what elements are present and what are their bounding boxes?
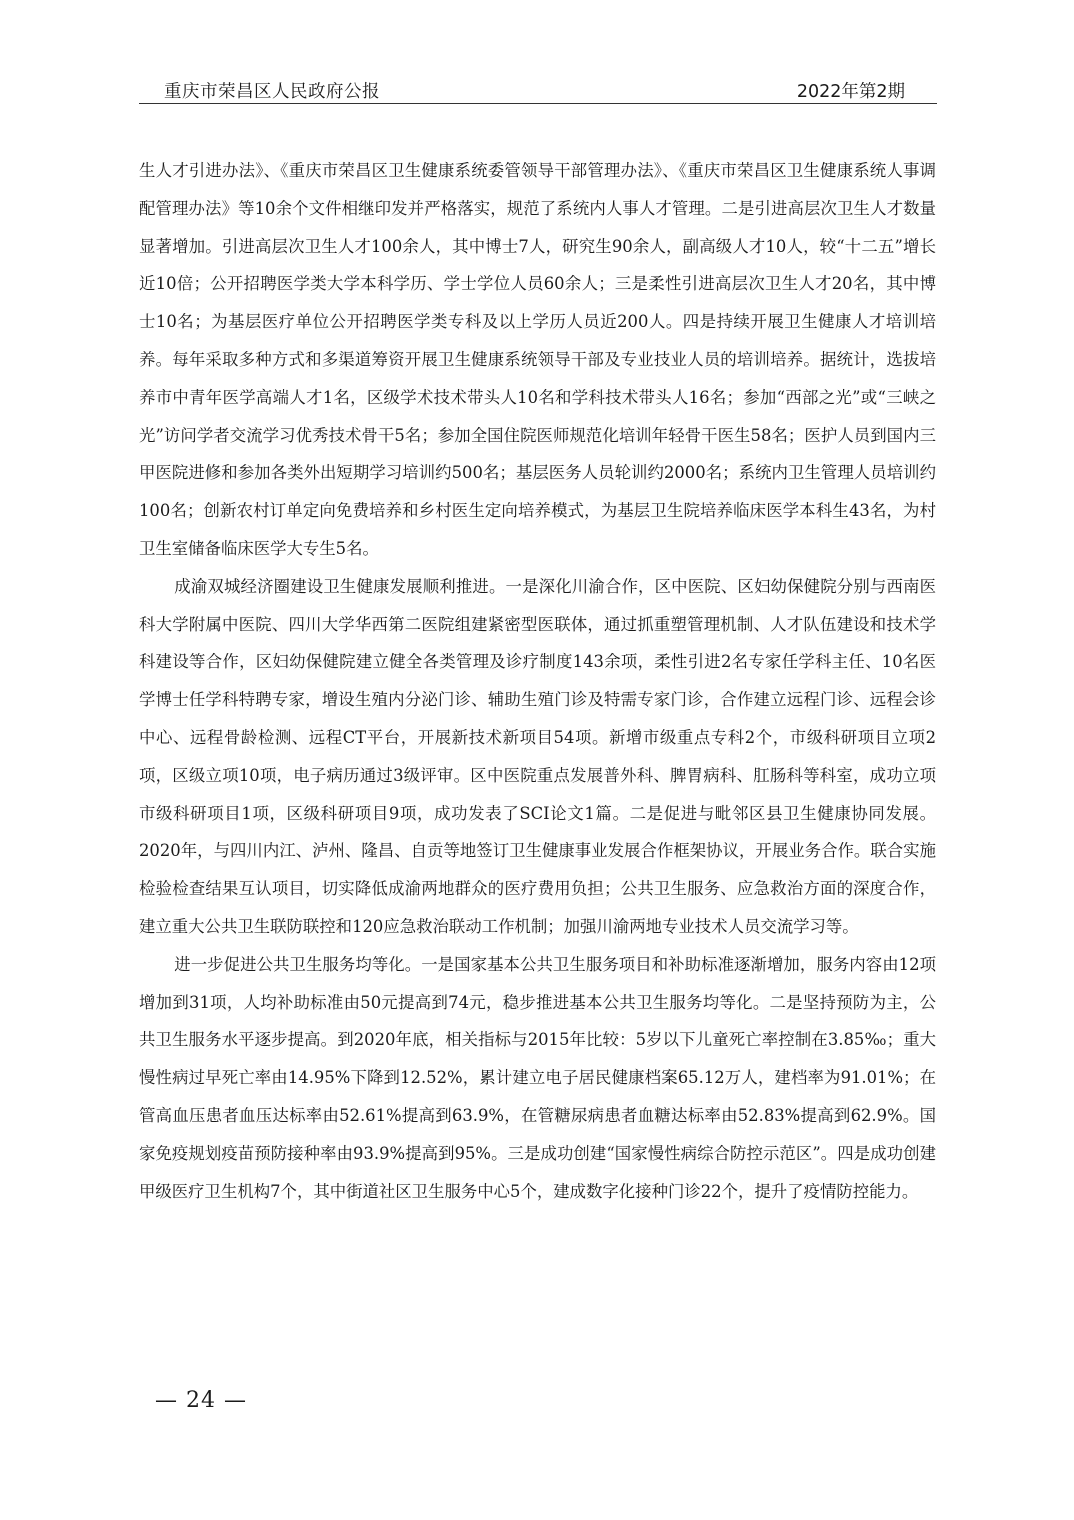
issue-number: 2022年第2期: [796, 82, 905, 102]
page-header: [139, 76, 937, 104]
paragraph-public-health: 进一步促进公共卫生服务均等化。一是国家基本公共卫生服务项目和补助标准逐渐增加，服务内容由12项增加到31项，人均补助标准由50元提高到74元，稳步推进基本公共卫生服务均等化。二是坚持预防为主，公共卫生服务水平逐步提高。到2020年底，相关指标与2015年比较：5岁以下儿童死亡率控制在3.85‰；重大慢性病过早死亡率由14.95%下降到12.52%，累计建立电子居民健康档案65.12万人，建档率为91.01%；在管高血压患者血压达标率由52.61%提高到63.9%，在管糖尿病患者血糖达标率由52.83%提高到62.9%。国家免疫规划疫苗预防接种率由93.9%提高到95%。三是成功创建“国家慢性病综合防控示范区”。四是成功创建甲级医疗卫生机构7个，其中街道社区卫生服务中心5个，建成数字化接种门诊22个，提升了疫情防控能力。: [139, 954, 936, 1201]
paragraph-talent: 生人才引进办法》、《重庆市荣昌区卫生健康系统委管领导干部管理办法》、《重庆市荣昌区卫生健康系统人事调配管理办法》等10余个文件相继印发并严格落实，规范了系统内人事人才管理。二是引进高层次卫生人才数量显著增加。引进高层次卫生人才100余人，其中博士7人，研究生90余人，副高级人才10人，较“十二五”增长近10倍；公开招聘医学类大学本科学历、学士学位人员60余人；三是柔性引进高层次卫生人才20名，其中博士10名；为基层医疗单位公开招聘医学类专科及以上学历人员近200人。四是持续开展卫生健康人才培训培养。每年采取多种方式和多渠道筹资开展卫生健康系统领导干部及专业技业人员的培训培养。据统计，选拔培养市中青年医学高端人才1名，区级学术技术带头人10名和学科技术带头人16名；参加“西部之光”或“三峡之光”访问学者交流学习优秀技术骨干5名；参加全国住院医师规范化培训年轻骨干医生58名；医护人员到国内三甲医院进修和参加各类外出短期学习培训约500名；基层医务人员轮训约2000名；系统内卫生管理人员培训约100名；创新农村订单定向免费培养和乡村医生定向培养模式，为基层卫生院培养临床医学本科生43名，为村卫生室储备临床医学大专生5名。: [139, 161, 936, 558]
body-text: [139, 152, 936, 1210]
publication-title: 重庆市荣昌区人民政府公报: [164, 82, 380, 102]
page-number: — 24 —: [155, 1388, 247, 1413]
header-divider: [139, 103, 937, 104]
paragraph-chengyu-cooperation: 成渝双城经济圈建设卫生健康发展顺利推进。一是深化川渝合作，区中医院、区妇幼保健院分别与西南医科大学附属中医院、四川大学华西第二医院组建紧密型医联体，通过抓重塑管理机制、人才队伍建设和技术学科建设等合作，区妇幼保健院建立健全各类管理及诊疗制度143余项，柔性引进2名专家任学科主任、10名医学博士任学科特聘专家，增设生殖内分泌门诊、辅助生殖门诊及特需专家门诊，合作建立远程门诊、远程会诊中心、远程骨龄检测、远程CT平台，开展新技术新项目54项。新增市级重点专科2个，市级科研项目立项2项，区级立项10项，电子病历通过3级评审。区中医院重点发展普外科、脾胃病科、肛肠科等科室，成功立项市级科研项目1项，区级科研项目9项，成功发表了SCI论文1篇。二是促进与毗邻区县卫生健康协同发展。2020年，与四川内江、泸州、隆昌、自贡等地签订卫生健康事业发展合作框架协议，开展业务合作。联合实施检验检查结果互认项目，切实降低成渝两地群众的医疗费用负担；公共卫生服务、应急救治方面的深度合作，建立重大公共卫生联防联控和120应急救治联动工作机制；加强川渝两地专业技术人员交流学习等。: [139, 576, 936, 936]
